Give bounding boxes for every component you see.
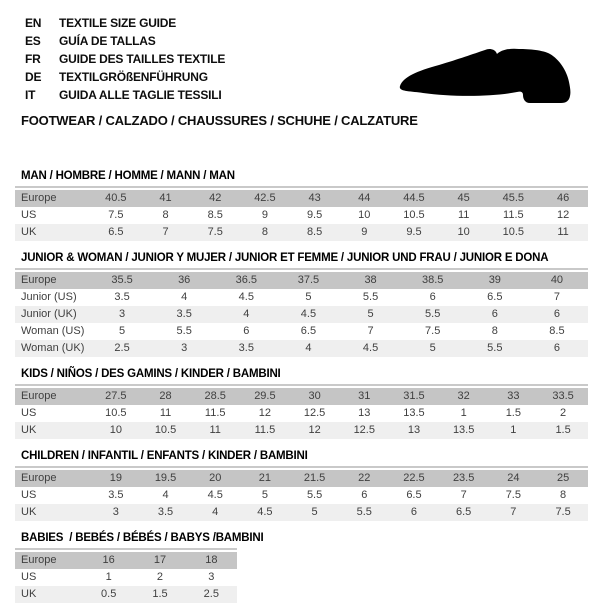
size-cell: 8.5 (549, 325, 565, 337)
size-cell: 19.5 (154, 472, 177, 484)
size-cell: 4.5 (238, 291, 254, 303)
row-label: US (21, 407, 37, 419)
language-label: GUÍA DE TALLAS (59, 34, 156, 48)
table-row (15, 388, 588, 405)
size-cell: 1 (460, 407, 467, 419)
size-cell: 10.5 (154, 424, 177, 436)
table-top-rule (15, 186, 588, 188)
size-cell: 21 (258, 472, 272, 484)
size-cell: 10 (109, 424, 122, 436)
row-label: Europe (21, 554, 57, 566)
size-table-section (15, 252, 600, 357)
size-cell: 40.5 (105, 192, 127, 204)
size-cell: 2.5 (114, 342, 130, 354)
size-cell: 18 (205, 554, 218, 566)
size-cell: 6 (410, 506, 418, 518)
table-row (15, 487, 588, 504)
size-cell: 2.5 (203, 588, 219, 600)
size-cell: 11 (209, 424, 221, 436)
table-row (15, 422, 588, 439)
table-title: BABIES / BEBÉS / BÉBÉS / BABYS /BAMBINI (21, 532, 264, 544)
size-cell: 32 (457, 390, 470, 402)
size-cell: 5.5 (425, 308, 441, 320)
size-cell: 8 (162, 209, 169, 221)
size-cell: 22 (358, 472, 371, 484)
table-title: CHILDREN / INFANTIL / ENFANTS / KINDER / BAMBINI (21, 450, 308, 462)
size-cell: 9 (261, 209, 268, 221)
size-cell: 3.5 (108, 489, 124, 501)
size-cell: 5.5 (356, 506, 372, 518)
size-cell: 11.5 (503, 209, 524, 221)
table-row (15, 272, 588, 289)
size-cell: 4 (162, 489, 169, 501)
table-row (15, 289, 588, 306)
size-cell: 36 (178, 274, 191, 286)
language-code: EN (25, 16, 42, 30)
row-label: Junior (UK) (21, 308, 77, 320)
size-cell: 13.5 (452, 424, 475, 436)
size-cell: 38 (364, 274, 377, 286)
size-cell: 31 (358, 390, 371, 402)
language-label: TEXTILGRÖßENFÜHRUNG (59, 70, 208, 84)
size-cell: 4.5 (362, 342, 379, 354)
size-cell: 6 (361, 489, 368, 501)
size-cell: 3.5 (157, 506, 174, 518)
shoe-icon (397, 46, 575, 108)
size-cell: 7.5 (555, 506, 571, 518)
size-cell: 0.5 (101, 588, 117, 600)
size-cell: 12.5 (353, 424, 375, 436)
language-code: DE (25, 70, 42, 84)
row-label: US (21, 209, 37, 221)
size-cell: 8 (560, 489, 567, 501)
size-tables (15, 170, 600, 603)
size-cell: 35.5 (111, 274, 133, 286)
table-box (15, 548, 237, 603)
table-row (15, 190, 588, 207)
size-cell: 20 (209, 472, 222, 484)
size-cell: 7.5 (207, 226, 223, 238)
table-row (15, 504, 588, 521)
size-cell: 11 (159, 407, 172, 419)
language-row (25, 14, 600, 32)
size-cell: 4 (181, 291, 188, 303)
size-cell: 7 (553, 291, 560, 303)
size-cell: 38.5 (421, 274, 444, 286)
table-box (15, 466, 588, 521)
size-cell: 5 (367, 308, 374, 320)
size-cell: 42.5 (254, 192, 276, 204)
size-cell: 28 (159, 390, 172, 402)
table-row (15, 323, 588, 340)
size-cell: 11.5 (254, 424, 276, 436)
size-cell: 24 (507, 472, 520, 484)
size-cell: 7 (460, 489, 467, 501)
size-cell: 9 (361, 226, 368, 238)
language-label: GUIDA ALLE TAGLIE TESSILI (59, 88, 222, 102)
size-cell: 5.5 (487, 342, 503, 354)
size-cell: 8 (261, 226, 268, 238)
table-top-rule (15, 466, 588, 468)
size-cell: 3.5 (176, 308, 192, 320)
table-top-rule (15, 268, 588, 270)
language-code: FR (25, 52, 41, 66)
size-cell: 23.5 (452, 472, 475, 484)
size-cell: 5.5 (306, 489, 323, 501)
size-cell: 1.5 (505, 407, 521, 419)
size-cell: 40 (550, 274, 564, 286)
size-cell: 9.5 (406, 226, 422, 238)
size-cell: 12 (308, 424, 321, 436)
size-cell: 4.5 (257, 506, 273, 518)
size-table (15, 190, 588, 241)
size-cell: 13 (358, 407, 371, 419)
size-cell: 19 (109, 472, 122, 484)
size-cell: 13 (407, 424, 421, 436)
table-row (15, 224, 588, 241)
size-cell: 6 (491, 308, 498, 320)
size-cell: 4 (243, 308, 250, 320)
size-cell: 3.5 (238, 342, 254, 354)
size-cell: 31.5 (403, 390, 425, 402)
size-table-section (15, 170, 600, 241)
size-cell: 17 (153, 554, 167, 566)
size-cell: 5 (429, 342, 436, 354)
size-cell: 44.5 (403, 192, 425, 204)
size-cell: 2 (560, 407, 567, 419)
size-cell: 5 (311, 506, 318, 518)
size-cell: 3.5 (114, 291, 130, 303)
size-cell: 7 (162, 226, 169, 238)
table-row (15, 405, 588, 422)
size-cell: 42 (209, 192, 222, 204)
size-cell: 43 (308, 192, 321, 204)
size-cell: 33 (507, 390, 520, 402)
language-code: ES (25, 34, 41, 48)
size-cell: 25 (556, 472, 570, 484)
size-cell: 13.5 (403, 407, 425, 419)
size-cell: 8.5 (306, 226, 323, 238)
size-cell: 6.5 (300, 325, 317, 337)
size-cell: 5 (305, 291, 312, 303)
size-table (15, 470, 588, 521)
size-cell: 7.5 (108, 209, 124, 221)
size-cell: 45.5 (502, 192, 525, 204)
table-top-rule (15, 384, 588, 386)
size-cell: 1 (510, 424, 517, 436)
size-cell: 10 (457, 226, 470, 238)
table-row (15, 306, 588, 323)
row-label: UK (21, 226, 37, 238)
size-cell: 9.5 (306, 209, 323, 221)
table-title: JUNIOR & WOMAN / JUNIOR Y MUJER / JUNIOR ET FEMME / JUNIOR UND FRAU / JUNIOR E DONA (21, 252, 549, 264)
size-cell: 4.5 (300, 308, 317, 320)
size-cell: 28.5 (204, 390, 226, 402)
size-cell: 1.5 (152, 588, 168, 600)
size-cell: 8 (491, 325, 498, 337)
size-cell: 36.5 (235, 274, 258, 286)
table-row (15, 470, 588, 487)
size-cell: 7.5 (505, 489, 521, 501)
size-cell: 3 (112, 506, 119, 518)
size-cell: 6.5 (406, 489, 422, 501)
size-cell: 8.5 (207, 209, 223, 221)
size-cell: 10.5 (502, 226, 525, 238)
row-label: UK (21, 506, 37, 518)
row-label: Europe (21, 192, 57, 204)
size-cell: 12 (258, 407, 272, 419)
size-cell: 3 (119, 308, 126, 320)
table-row (15, 207, 588, 224)
footwear-heading: FOOTWEAR / CALZADO / CHAUSSURES / SCHUHE / CALZATURE (21, 113, 418, 128)
size-cell: 5 (119, 325, 126, 337)
size-cell: 45 (457, 192, 470, 204)
size-table (15, 388, 588, 439)
language-code: IT (25, 88, 36, 102)
size-cell: 11 (457, 209, 470, 221)
table-box (15, 268, 588, 357)
row-label: Europe (21, 390, 57, 402)
size-cell: 7 (367, 325, 374, 337)
size-cell: 2 (156, 571, 164, 583)
table-box (15, 384, 588, 439)
size-cell: 37.5 (297, 274, 320, 286)
size-cell: 7 (510, 506, 517, 518)
size-table (15, 272, 588, 357)
language-label: GUIDE DES TAILLES TEXTILE (59, 52, 226, 66)
size-cell: 6 (429, 291, 436, 303)
language-label: TEXTILE SIZE GUIDE (59, 16, 177, 30)
size-cell: 10 (358, 209, 371, 221)
size-cell: 6.5 (456, 506, 472, 518)
size-table (15, 552, 237, 603)
size-cell: 33.5 (552, 390, 574, 402)
row-label: Junior (US) (21, 291, 77, 303)
size-cell: 30 (308, 390, 321, 402)
table-row (15, 552, 237, 569)
size-cell: 39 (488, 274, 501, 286)
size-table-section (15, 532, 600, 603)
row-label: US (21, 489, 37, 501)
table-row (15, 586, 237, 603)
size-cell: 6 (553, 308, 560, 320)
row-label: Europe (21, 472, 57, 484)
row-label: UK (21, 424, 37, 436)
size-table-section (15, 450, 600, 521)
size-cell: 3 (208, 571, 215, 583)
size-cell: 10.5 (105, 407, 127, 419)
size-cell: 5.5 (176, 325, 192, 337)
table-row (15, 569, 237, 586)
row-label: US (21, 571, 37, 583)
table-row (15, 340, 588, 357)
size-cell: 5.5 (362, 291, 379, 303)
size-cell: 3 (181, 342, 188, 354)
row-label: Europe (21, 274, 57, 286)
size-cell: 21.5 (303, 472, 326, 484)
table-title: KIDS / NIÑOS / DES GAMINS / KINDER / BAMBINI (21, 368, 281, 380)
size-cell: 11 (557, 226, 569, 238)
size-cell: 1.5 (555, 424, 571, 436)
size-cell: 6 (243, 325, 250, 337)
size-cell: 46 (556, 192, 570, 204)
size-cell: 7.5 (425, 325, 441, 337)
table-title: MAN / HOMBRE / HOMME / MANN / MAN (21, 170, 235, 182)
row-label: UK (21, 588, 37, 600)
size-cell: 4 (305, 342, 312, 354)
size-cell: 5 (261, 489, 268, 501)
size-cell: 29.5 (254, 390, 276, 402)
size-cell: 6.5 (108, 226, 124, 238)
table-top-rule (15, 548, 237, 550)
size-cell: 22.5 (403, 472, 425, 484)
size-cell: 12.5 (303, 407, 326, 419)
size-cell: 4.5 (207, 489, 223, 501)
size-cell: 4 (212, 506, 219, 518)
size-cell: 44 (358, 192, 371, 204)
row-label: Woman (UK) (21, 342, 85, 354)
size-cell: 1 (105, 571, 112, 583)
size-cell: 10.5 (403, 209, 425, 221)
size-cell: 11.5 (204, 407, 226, 419)
size-table-section (15, 368, 600, 439)
row-label: Woman (US) (21, 325, 85, 337)
size-cell: 6 (553, 342, 560, 354)
size-cell: 27.5 (105, 390, 127, 402)
size-cell: 41 (159, 192, 172, 204)
size-cell: 6.5 (487, 291, 503, 303)
table-box (15, 186, 588, 241)
size-cell: 12 (556, 209, 570, 221)
size-cell: 16 (102, 554, 115, 566)
